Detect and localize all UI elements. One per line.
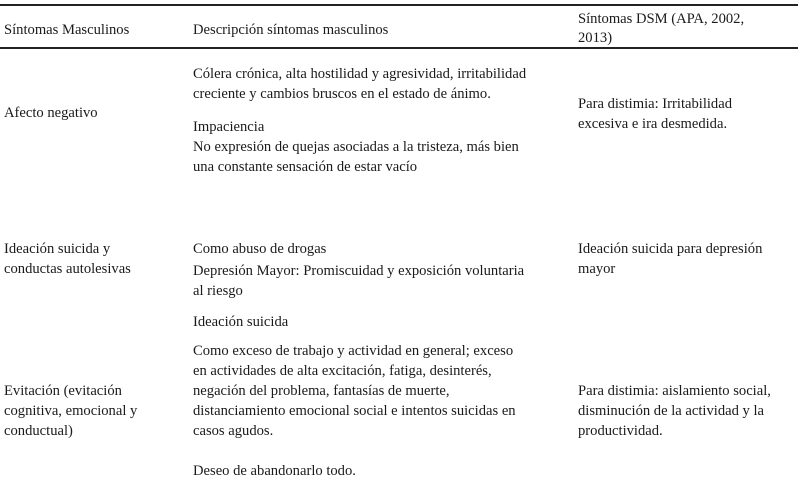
row3-description-line: casos agudos. bbox=[193, 423, 274, 439]
row3-dsm-line: productividad. bbox=[578, 423, 663, 439]
row2-description-line: al riesgo bbox=[193, 283, 243, 299]
row1-description-line: Impaciencia bbox=[193, 119, 265, 135]
row3-description-line: Como exceso de trabajo y actividad en general; exceso bbox=[193, 343, 514, 359]
row2-description-line: Depresión Mayor: Promiscuidad y exposición voluntaria bbox=[193, 263, 525, 279]
row3-symptom-line: conductual) bbox=[4, 423, 73, 439]
row3-dsm-line: Para distimia: aislamiento social, bbox=[578, 383, 771, 399]
row2-symptom-line: conductas autolesivas bbox=[4, 261, 131, 277]
row1-description-line: una constante sensación de estar vacío bbox=[193, 159, 418, 175]
row3-description-line: Deseo de abandonarlo todo. bbox=[193, 463, 356, 479]
row3-symptom-line: cognitiva, emocional y bbox=[4, 403, 138, 419]
row2-description-line: Ideación suicida bbox=[193, 314, 289, 330]
row1-description-line: Cólera crónica, alta hostilidad y agresividad, irritabilidad bbox=[193, 66, 527, 82]
header-col-dsm-line1: Síntomas DSM (APA, 2002, bbox=[578, 11, 745, 27]
header-col-description: Descripción síntomas masculinos bbox=[193, 22, 389, 38]
header-col-symptoms: Síntomas Masculinos bbox=[4, 22, 130, 38]
row3-description-line: distanciamiento emocional social e intentos suicidas en bbox=[193, 403, 516, 419]
row3-description-line: negación del problema, fantasías de muerte, bbox=[193, 383, 450, 399]
row1-dsm-line: Para distimia: Irritabilidad bbox=[578, 96, 733, 112]
row1-dsm-line: excesiva e ira desmedida. bbox=[578, 116, 728, 132]
row3-dsm-line: disminución de la actividad y la bbox=[578, 403, 765, 419]
row2-dsm-line: Ideación suicida para depresión bbox=[578, 241, 763, 257]
row2-symptom-line: Ideación suicida y bbox=[4, 241, 111, 257]
row3-symptom-line: Evitación (evitación bbox=[4, 383, 122, 399]
table-top-rule bbox=[0, 4, 798, 6]
row1-symptom: Afecto negativo bbox=[4, 105, 98, 121]
row1-description-line: creciente y cambios bruscos en el estado de ánimo. bbox=[193, 86, 491, 102]
row2-dsm-line: mayor bbox=[578, 261, 616, 277]
row3-description-line: en actividades de alta excitación, fatiga, desinterés, bbox=[193, 363, 492, 379]
row2-description-line: Como abuso de drogas bbox=[193, 241, 327, 257]
header-bottom-rule bbox=[0, 47, 798, 49]
header-col-dsm-line2: 2013) bbox=[578, 30, 613, 46]
row1-description-line: No expresión de quejas asociadas a la tristeza, más bien bbox=[193, 139, 519, 155]
